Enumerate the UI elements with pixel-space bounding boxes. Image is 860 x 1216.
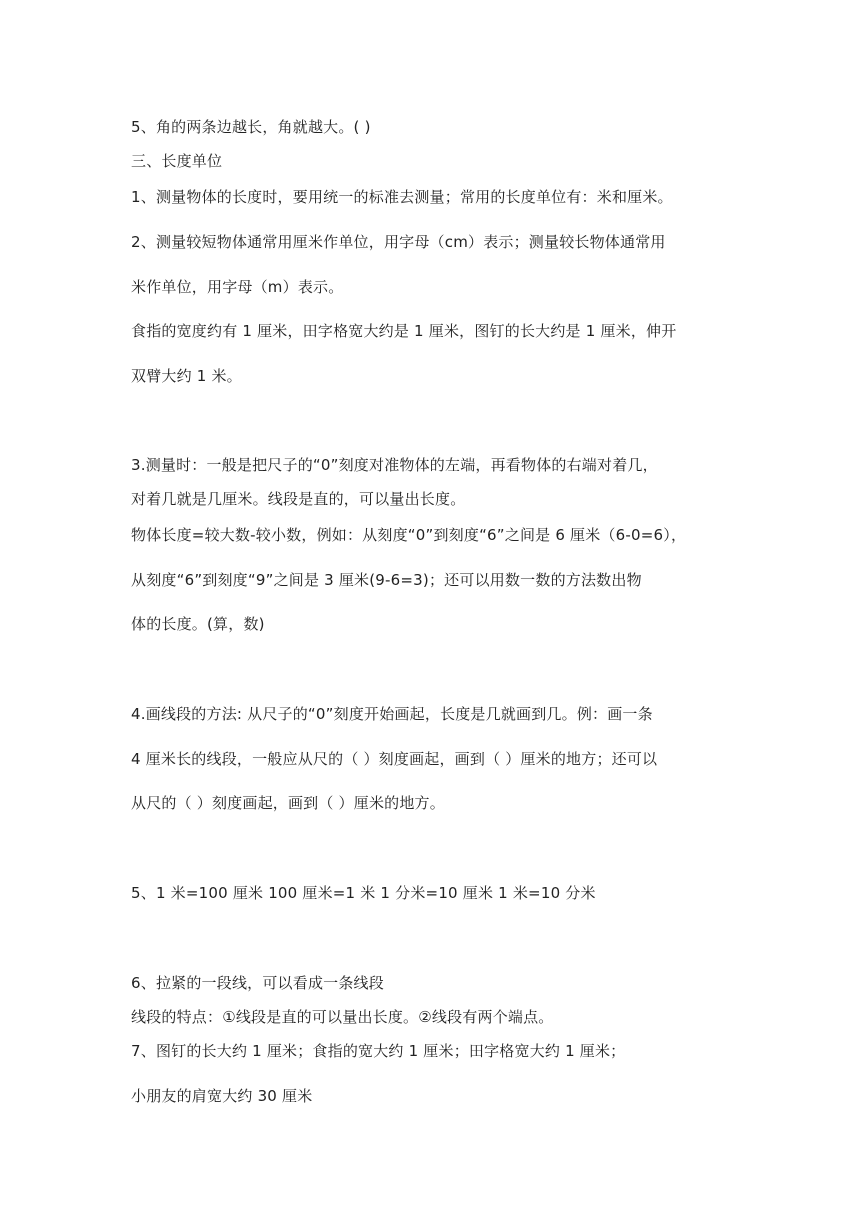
text-line: 7、图钉的长大约 1 厘米；食指的宽大约 1 厘米；田字格宽大约 1 厘米； xyxy=(131,1042,626,1060)
text-line: 双臂大约 1 米。 xyxy=(131,367,242,385)
text-line: 5、角的两条边越长，角就越大。( ) xyxy=(131,118,371,136)
text-line: 1、测量物体的长度时，要用统一的标准去测量；常用的长度单位有：米和厘米。 xyxy=(131,188,673,206)
text-line: 物体长度=较大数-较小数，例如：从刻度“0”到刻度“6”之间是 6 厘米（6-0=6）， xyxy=(131,526,687,544)
text-line: 从刻度“6”到刻度“9”之间是 3 厘米(9-6=3)；还可以用数一数的方法数出物 xyxy=(131,571,642,589)
text-line: 小朋友的肩宽大约 30 厘米 xyxy=(131,1087,313,1105)
text-line: 5、1 米=100 厘米 100 厘米=1 米 1 分米=10 厘米 1 米=10 分米 xyxy=(131,884,596,902)
text-line: 线段的特点：①线段是直的可以量出长度。②线段有两个端点。 xyxy=(131,1008,554,1026)
text-line: 6、拉紧的一段线，可以看成一条线段 xyxy=(131,974,384,992)
text-line: 米作单位，用字母（m）表示。 xyxy=(131,278,344,296)
text-line: 对着几就是几厘米。线段是直的，可以量出长度。 xyxy=(131,490,466,508)
text-line: 4.画线段的方法: 从尺子的“0”刻度开始画起，长度是几就画到几。例：画一条 xyxy=(131,705,653,723)
text-line: 3.测量时：一般是把尺子的“0”刻度对准物体的左端，再看物体的右端对着几， xyxy=(131,456,658,474)
text-line: 4 厘米长的线段，一般应从尺的（ ）刻度画起，画到（ ）厘米的地方；还可以 xyxy=(131,750,658,768)
text-line: 体的长度。(算，数) xyxy=(131,615,265,633)
text-line: 食指的宽度约有 1 厘米，田字格宽大约是 1 厘米，图钉的长大约是 1 厘米，伸开 xyxy=(131,322,677,340)
text-line: 从尺的（ ）刻度画起，画到（ ）厘米的地方。 xyxy=(131,794,445,812)
text-line: 2、测量较短物体通常用厘米作单位，用字母（cm）表示；测量较长物体通常用 xyxy=(131,233,666,251)
section-heading: 三、长度单位 xyxy=(131,152,223,170)
